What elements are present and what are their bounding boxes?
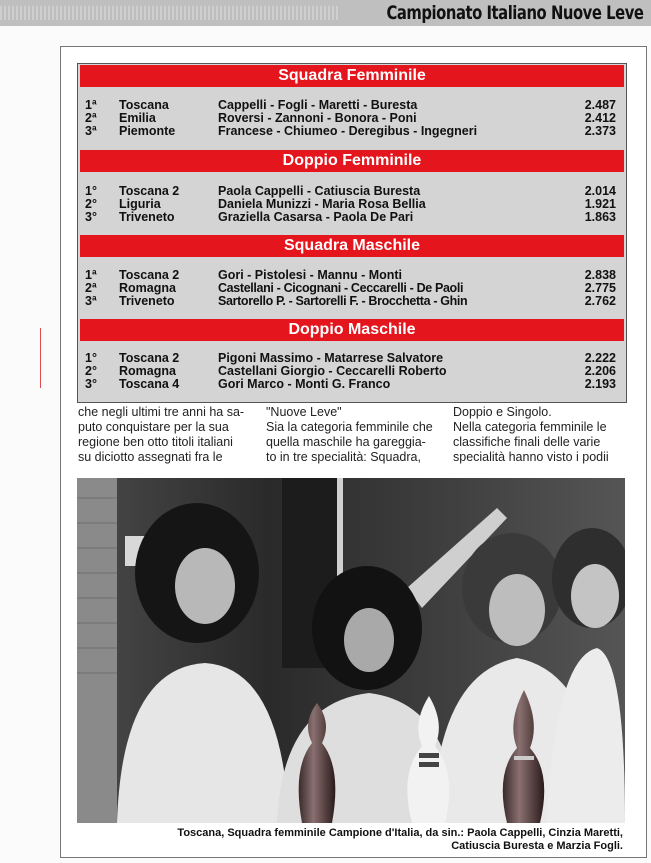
region: Triveneto <box>119 210 175 224</box>
position: 1° <box>85 351 97 365</box>
text-line: quella maschile ha gareggia- <box>266 435 426 449</box>
athletes: Daniela Munizzi - Maria Rosa Bellia <box>218 197 426 211</box>
score: 2.373 <box>584 124 616 138</box>
result-row <box>78 378 626 391</box>
caption-line-1: Toscana, Squadra femminile Campione d'Italia, da sin.: Paola Cappelli, Cinzia Maretti, <box>177 827 623 839</box>
score: 2.412 <box>584 111 616 125</box>
score: 2.775 <box>584 281 616 295</box>
margin-mark <box>40 328 41 388</box>
athletes: Gori Marco - Monti G. Franco <box>218 377 391 391</box>
score: 2.193 <box>584 377 616 391</box>
body-column-2 <box>266 405 438 465</box>
position: 2° <box>85 364 97 378</box>
region: Toscana <box>119 98 169 112</box>
region: Piemonte <box>119 124 176 138</box>
text-line: puto conquistare per la sua <box>78 420 229 434</box>
team-photo <box>77 478 625 823</box>
score: 2.762 <box>584 294 616 308</box>
score: 2.206 <box>584 364 616 378</box>
position: 1ª <box>85 98 97 112</box>
text-line: "Nuove Leve" <box>266 405 342 419</box>
team-photo-illustration <box>77 478 625 823</box>
result-row <box>78 211 626 224</box>
text-line: Doppio e Singolo. <box>453 405 552 419</box>
athletes: Gori - Pistolesi - Mannu - Monti <box>218 268 403 282</box>
text-line: specialità hanno visto i podii <box>453 450 609 464</box>
position: 2ª <box>85 281 97 295</box>
body-column-3 <box>453 405 625 465</box>
score: 1.863 <box>584 210 616 224</box>
page-title: Campionato Italiano Nuove Leve <box>386 2 643 24</box>
score: 2.014 <box>584 184 616 198</box>
text-line: Nella categoria femminile le <box>453 420 607 434</box>
position: 2ª <box>85 111 97 125</box>
athletes: Graziella Casarsa - Paola De Pari <box>218 210 414 224</box>
results-table <box>77 63 627 403</box>
region: Toscana 2 <box>119 351 180 365</box>
caption-line-2: Catiuscia Buresta e Marzia Fogli. <box>451 840 623 852</box>
body-column-1 <box>78 405 253 465</box>
section-title-squadra-maschile: Squadra Maschile <box>80 235 624 257</box>
athletes: Roversi - Zannoni - Bonora - Poni <box>218 111 417 125</box>
athletes: Cappelli - Fogli - Maretti - Buresta <box>218 98 418 112</box>
region: Toscana 2 <box>119 184 180 198</box>
region: Romagna <box>119 281 176 295</box>
position: 3° <box>85 210 97 224</box>
header-band <box>0 0 651 26</box>
athletes: Paola Cappelli - Catiuscia Buresta <box>218 184 421 198</box>
region: Liguria <box>119 197 161 211</box>
position: 1° <box>85 184 97 198</box>
region: Triveneto <box>119 294 175 308</box>
result-row <box>78 125 626 138</box>
athletes: Sartorello P. - Sartorelli F. - Brocchetta - Ghin <box>218 294 468 308</box>
position: 2° <box>85 197 97 211</box>
score: 2.838 <box>584 268 616 282</box>
region: Emilia <box>119 111 156 125</box>
section-title-doppio-femminile: Doppio Femminile <box>80 150 624 172</box>
athletes: Pigoni Massimo - Matarrese Salvatore <box>218 351 444 365</box>
position: 3ª <box>85 294 97 308</box>
athletes: Castellani Giorgio - Ceccarelli Roberto <box>218 364 447 378</box>
region: Toscana 4 <box>119 377 180 391</box>
region: Romagna <box>119 364 176 378</box>
text-line: classifiche finali delle varie <box>453 435 601 449</box>
text-line: che negli ultimi tre anni ha sa- <box>78 405 245 419</box>
result-row <box>78 295 626 308</box>
athletes: Francese - Chiumeo - Deregibus - Ingegneri <box>218 124 478 138</box>
text-line: to in tre specialità: Squadra, <box>266 450 421 464</box>
photo-caption <box>77 827 623 853</box>
text-line: Sia la categoria femminile che <box>266 420 433 434</box>
position: 1ª <box>85 268 97 282</box>
header-stripe <box>0 6 340 20</box>
text-line: su diciotto assegnati fra le <box>78 450 223 464</box>
section-title-doppio-maschile: Doppio Maschile <box>80 319 624 341</box>
position: 3° <box>85 377 97 391</box>
score: 2.487 <box>584 98 616 112</box>
position: 3ª <box>85 124 97 138</box>
text-line: regione ben otto titoli italiani <box>78 435 233 449</box>
section-title-squadra-femminile: Squadra Femminile <box>80 65 624 87</box>
region: Toscana 2 <box>119 268 180 282</box>
athletes: Castellani - Cicognani - Ceccarelli - De Paoli <box>218 281 464 295</box>
score: 2.222 <box>584 351 616 365</box>
score: 1.921 <box>584 197 616 211</box>
